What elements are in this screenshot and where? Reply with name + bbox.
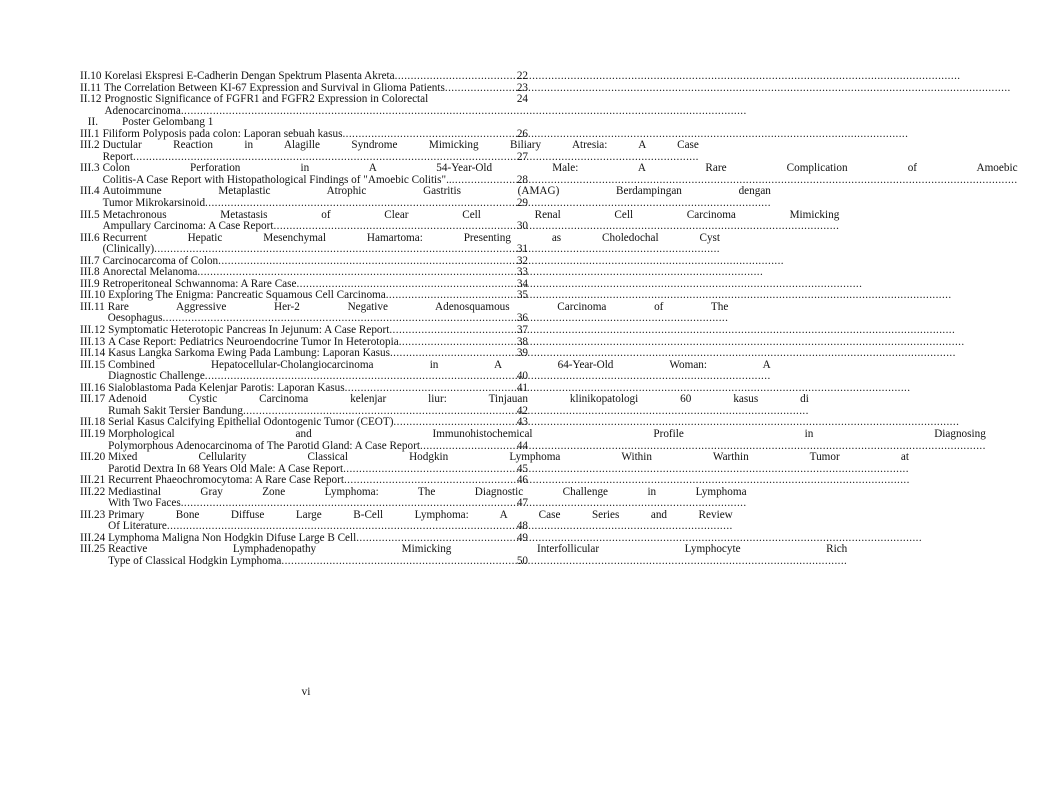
toc-title-line: Lymphoma Maligna Non Hodgkin Difuse Large B Cell: [108, 531, 357, 544]
toc-section-number: III.: [80, 474, 94, 487]
toc-title-line: Kasus Langka Sarkoma Ewing Pada Lambung: Laporan Kasus: [108, 347, 390, 360]
toc-page-number: 37: [516, 324, 528, 337]
toc-entry: [80, 485, 747, 510]
toc-page-number: 40: [516, 370, 528, 383]
toc-item-title: [108, 348, 990, 360]
toc-leader-dots: [389, 325, 955, 337]
toc-section-number: III.: [80, 381, 94, 394]
toc-section-number: III.: [80, 208, 94, 221]
toc-item-title: [108, 487, 780, 510]
toc-section-number: III.: [80, 231, 94, 244]
toc-title-line: Ductular Reaction in Alagille Syndrome Mimicking Biliary Atresia: A Case: [102, 139, 699, 152]
toc-page-number: 32: [516, 254, 528, 267]
toc-title-line: Autoimmune Metaplastic Atrophic Gastritis (AMAG) Berdampingan dengan: [102, 185, 771, 198]
toc-title-line: Serial Kasus Calcifying Epithelial Odontogenic Tumor (CEOT): [108, 416, 394, 429]
toc-item-number: 6: [93, 231, 100, 244]
toc-title-line: Primary Bone Diffuse Large B-Cell Lymphoma: A Case Series and Review: [108, 508, 733, 521]
toc-leader-dots: [273, 221, 839, 233]
toc-title-line: Adenocarcinoma: [104, 104, 181, 117]
toc-page-number: 27: [516, 150, 528, 163]
toc-item-title: [103, 186, 805, 209]
toc-section-number: III.: [80, 266, 94, 279]
toc-item-title: [108, 510, 767, 533]
toc-page-number: 28: [516, 173, 528, 186]
toc-section-number: III.: [80, 324, 94, 337]
toc-item-number: 20: [93, 451, 106, 464]
toc-item-number: 4: [93, 185, 100, 198]
toc-title-line: Poster Gelombang 1: [122, 116, 214, 129]
toc-title-line: Adenoid Cystic Carcinoma kelenjar liur: Tinjauan klinikopatologi 60 kasus di: [108, 393, 809, 406]
toc-item-number: 11: [90, 81, 102, 94]
toc-section-number: III.: [80, 289, 94, 302]
toc-entry: [80, 451, 909, 475]
toc-entry: [80, 300, 729, 325]
toc-entry: [80, 185, 771, 210]
toc-page-number: 48: [516, 520, 528, 533]
toc-leader-dots: [395, 71, 961, 83]
toc-title-line: Exploring The Enigma: Pancreatic Squamous Cell Carcinoma: [108, 289, 386, 302]
toc-leader-dots: [390, 348, 956, 360]
toc-title-line: Ampullary Carcinoma: A Case Report: [102, 220, 274, 233]
toc-title-line: Oesophagus: [107, 312, 163, 325]
toc-title-line: Symptomatic Heterotopic Pancreas In Jejunum: A Case Report: [108, 324, 390, 337]
toc-title-line: Metachronous Metastasis of Clear Cell Renal Cell Carcinoma Mimicking: [102, 208, 840, 221]
toc-page-number: 41: [516, 381, 528, 394]
toc-item-number: 21: [93, 474, 106, 487]
toc-section-number: II.: [80, 70, 91, 82]
toc-title-line: Diagnostic Challenge: [108, 370, 205, 383]
toc-section-number: III.: [80, 543, 94, 556]
toc-page-number: 31: [516, 243, 528, 256]
toc-title-line: Combined Hepatocellular-Cholangiocarcinoma in A 64-Year-Old Woman: A: [108, 358, 771, 371]
toc-leader-dots: [344, 475, 910, 487]
toc-item-number: [98, 117, 122, 129]
toc-section-number: III.: [80, 451, 94, 464]
toc-page-number: 44: [516, 439, 528, 452]
toc-entry: [80, 543, 848, 567]
toc-entry: [80, 348, 528, 360]
toc-title-line: Filiform Polyposis pada colon: Laporan sebuah kasus: [102, 127, 343, 140]
toc-page-number: 39: [516, 347, 528, 360]
toc-section-number: III.: [80, 300, 94, 313]
page-number-footer: vi: [301, 686, 311, 698]
toc-title-line: Parotid Dextra In 68 Years Old Male: A Case Report: [108, 462, 344, 475]
toc-title-line: With Two Faces: [108, 497, 181, 510]
toc-title-line: (Clinically): [102, 243, 155, 256]
toc-item-title: [108, 429, 1020, 452]
toc-section-heading: [80, 117, 528, 129]
toc-entry: [80, 231, 721, 256]
toc-entry: [80, 325, 528, 337]
toc-title-line: Mediastinal Gray Zone Lymphoma: The Diagnostic Challenge in Lymphoma: [108, 485, 747, 498]
toc-section-number: III.: [80, 416, 94, 429]
toc-section-number: III.: [80, 485, 94, 498]
toc-section-number: II.: [87, 116, 98, 129]
toc-title-line: Prognostic Significance of FGFR1 and FGFR2 Expression in Colorectal: [104, 93, 429, 106]
toc-item-number: 24: [93, 531, 106, 544]
toc-section-number: III.: [80, 162, 94, 175]
toc-item-number: 5: [93, 208, 100, 221]
toc-item-number: 14: [93, 347, 106, 360]
toc-title-line: A Case Report: Pediatrics Neuroendocrine Tumor In Heterotopia: [108, 335, 399, 348]
toc-entry: [80, 393, 809, 417]
toc-section-number: II.: [80, 93, 91, 106]
toc-title-line: Morphological and Immunohistochemical Profile in Diagnosing: [108, 427, 986, 440]
toc-item-number: 8: [93, 266, 100, 279]
toc-section-number: III.: [80, 427, 94, 440]
toc-item-number: 19: [93, 427, 106, 440]
toc-title-line: Korelasi Ekspresi E-Cadherin Dengan Spektrum Plasenta Akreta: [104, 70, 395, 82]
toc-title-line: The Correlation Between KI-67 Expression and Survival in Glioma Patients: [104, 81, 445, 94]
toc-item-number: 9: [93, 277, 100, 290]
toc-item-title: [104, 94, 780, 117]
toc-entry: [80, 508, 733, 533]
toc-section-number: III.: [80, 139, 94, 152]
toc-page-number: 29: [516, 197, 528, 210]
toc-page-number: 43: [516, 416, 528, 429]
toc-title-line: Rare Aggressive Her-2 Negative Adenosquamous Carcinoma of The: [107, 300, 729, 313]
toc-item-title: [108, 360, 804, 383]
toc-entry: [80, 208, 840, 233]
toc-leader-dots: [205, 198, 771, 210]
toc-item-title: [108, 544, 881, 567]
toc-title-line: Of Literature: [108, 520, 167, 533]
toc-title-line: Anorectal Melanoma: [102, 266, 198, 279]
toc-section-number: III.: [80, 393, 94, 406]
toc-page-number: 36: [516, 312, 528, 325]
toc-page-number: 26: [516, 127, 528, 140]
toc-item-number: 13: [93, 335, 106, 348]
toc-title-line: Colon Perforation in A 54-Year-Old Male: A Rare Complication of Amoebic: [102, 162, 1018, 175]
toc-leader-dots: [181, 106, 747, 118]
toc-leader-dots: [445, 83, 1011, 95]
toc-item-title: [104, 71, 994, 83]
toc-page-number: 34: [516, 277, 528, 290]
toc-title-line: Rumah Sakit Tersier Bandung: [108, 404, 243, 417]
toc-item-number: 12: [90, 93, 102, 106]
toc-title-line: Type of Classical Hodgkin Lymphoma: [108, 554, 282, 567]
toc-title-line: Carcinocarcoma of Colon: [102, 254, 219, 267]
toc-item-number: 22: [93, 485, 106, 498]
toc-page-number: 35: [516, 289, 528, 302]
toc-title-line: Sialoblastoma Pada Kelenjar Parotis: Laporan Kasus: [108, 381, 345, 394]
toc-item-number: 16: [93, 381, 106, 394]
toc-section-number: III.: [80, 347, 94, 360]
toc-section-number: III.: [80, 358, 94, 371]
toc-page-number: 49: [516, 531, 528, 544]
toc-section-number: III.: [80, 254, 94, 267]
toc-page-number: 50: [516, 554, 528, 567]
toc-title-line: Mixed Cellularity Classical Hodgkin Lymphoma Within Warthin Tumor at: [108, 451, 909, 464]
toc-item-number: 11: [93, 300, 105, 313]
toc-item-number: 3: [93, 162, 100, 175]
toc-section-number: III.: [80, 127, 94, 140]
toc-page-number: 30: [516, 220, 528, 233]
toc-entry: [80, 162, 1018, 186]
toc-item-number: 23: [93, 508, 106, 521]
toc-title-line: Recurrent Phaeochromocytoma: A Rare Case Report: [108, 474, 344, 487]
toc-section-number: III.: [80, 335, 94, 348]
toc-entry: [80, 139, 699, 163]
toc-entry: [80, 475, 528, 487]
toc-item-number: 12: [93, 324, 106, 337]
toc-page-number: 46: [516, 474, 528, 487]
toc-entry: [80, 358, 771, 383]
toc-item-number: 17: [93, 393, 106, 406]
toc-title-line: Retroperitoneal Schwannoma: A Rare Case: [102, 277, 297, 290]
toc-page-number: 45: [516, 462, 528, 475]
table-of-contents: [80, 70, 1018, 568]
toc-item-title: [103, 140, 733, 163]
toc-page-number: 22: [516, 70, 528, 82]
toc-leader-dots: [281, 556, 847, 568]
toc-item-number: 7: [93, 254, 100, 267]
toc-section-number: III.: [80, 508, 94, 521]
toc-item-title: [122, 117, 528, 129]
toc-item-title: [103, 210, 874, 233]
toc-title-line: Colitis-A Case Report with Histopathological Findings of "Amoebic Colitis"..: [102, 173, 452, 186]
toc-item-number: 18: [93, 416, 106, 429]
toc-item-number: 25: [93, 543, 106, 556]
toc-item-number: 2: [93, 139, 100, 152]
toc-page-number: 38: [516, 335, 528, 348]
toc-item-title: [103, 233, 754, 256]
toc-item-title: [108, 325, 989, 337]
toc-section-number: III.: [80, 277, 94, 290]
toc-page-number: 23: [516, 81, 528, 94]
toc-item-number: 1: [93, 127, 100, 140]
toc-item-title: [108, 302, 763, 325]
toc-entry: [80, 94, 528, 117]
toc-page-number: 42: [516, 404, 528, 417]
toc-entry: [80, 427, 986, 452]
toc-section-number: II.: [80, 81, 91, 94]
toc-section-number: III.: [80, 531, 94, 544]
toc-page-number: 33: [516, 266, 528, 279]
toc-page-number: 47: [516, 497, 528, 510]
toc-page-number: 24: [516, 93, 528, 106]
toc-item-title: [103, 163, 1052, 186]
toc-section-number: III.: [80, 185, 94, 198]
toc-title-line: Tumor Mikrokarsinoid: [102, 197, 206, 210]
toc-entry: [80, 71, 528, 83]
toc-item-number: 15: [93, 358, 106, 371]
toc-title-line: Recurrent Hepatic Mesenchymal Hamartoma: Presenting as Choledochal Cyst: [102, 231, 721, 244]
toc-title-line: Report: [102, 150, 134, 163]
toc-item-title: [108, 394, 843, 417]
toc-title-line: Polymorphous Adenocarcinoma of The Parotid Gland: A Case Report: [108, 439, 420, 452]
toc-item-number: 10: [93, 289, 106, 302]
toc-title-line: Reactive Lymphadenopathy Mimicking Interfollicular Lymphocyte Rich: [108, 543, 848, 556]
toc-item-number: 10: [90, 70, 102, 82]
